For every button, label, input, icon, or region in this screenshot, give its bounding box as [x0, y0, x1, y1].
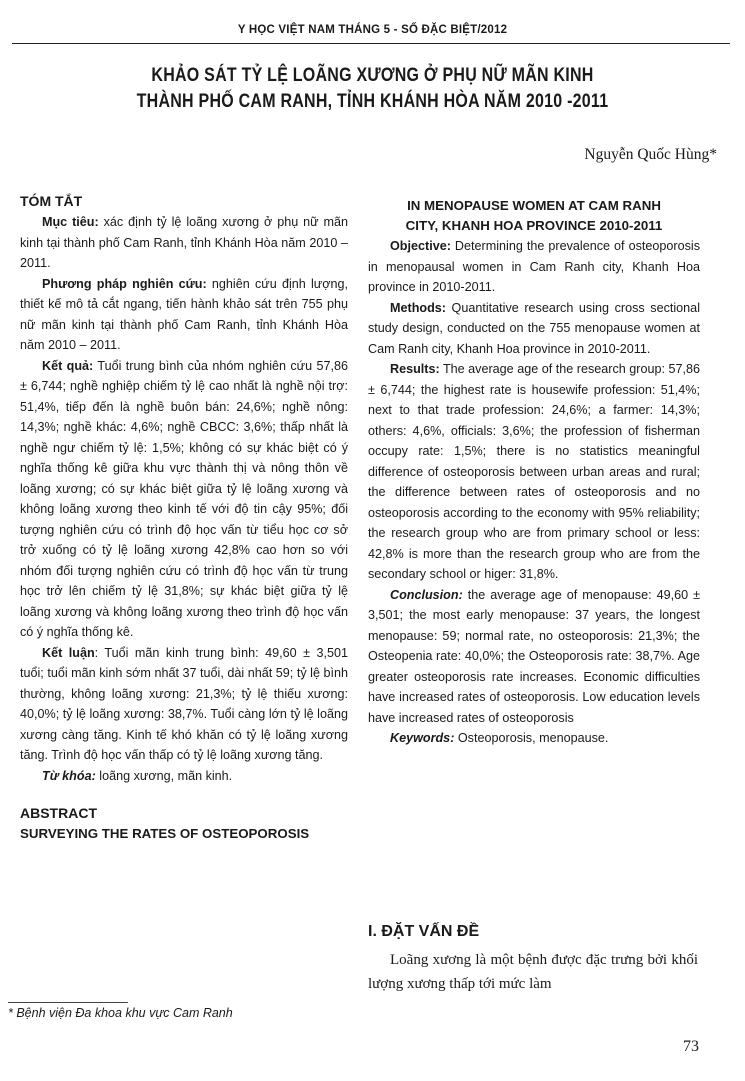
en-methods-text: Quantitative research using cross sectional study design, conducted on the 755 menopause women at Cam Ranh city, Khanh Hoa province in 2010-2011. — [368, 300, 700, 356]
en-conclusion-paragraph — [368, 585, 700, 729]
introduction-text: Loãng xương là một bệnh được đặc trưng bởi khối lượng xương thấp tới mức làm — [368, 952, 698, 992]
vi-results-text: Tuổi trung bình của nhóm nghiên cứu 57,86 ± 6,744; nghề nghiệp chiếm tỷ lệ cao nhất là nghề nội trợ: 51,4%, tiếp đến là nghề buôn bán: 24,6%; nghề nông: 14,3%; nghề khác: 4,6%; nghề CBCC: 3,6%; thấp nhất là nghề ngư chiếm tỷ lệ: 1,5%; không có sự khác biệt có ý nghĩa thống kê giữa khu vực thành thị và nông thôn về loãng xương; có sự khác biệt giữa tỷ lệ loãng xương và không loãng xương theo kinh tế với độ tin cậy 95%; đối tượng nghiên cứu có trình độ học vấn từ tiểu học cơ sở trở xuống có tỷ lệ loãng xương 42,8% cao hơn so với nhóm đối tượng nghiên cứu có trình độ học vấn từ trung học trở lên chiếm tỷ lệ 31,8%; sự khác biệt giữa tỷ lệ loãng xương và không loãng xương theo trình độ học vấn có ý nghĩa thống kê. — [20, 358, 348, 639]
en-keywords-text: Osteoporosis, menopause. — [454, 731, 609, 745]
en-keywords-paragraph — [368, 728, 700, 749]
vi-method-text: nghiên cứu định lượng, thiết kế mô tả cắt ngang, tiến hành khảo sát trên 755 phụ nữ mãn kinh tại thành phố Cam Ranh, tỉnh Khánh Hòa năm 2010 – 2011. — [20, 276, 348, 352]
right-column — [368, 196, 700, 749]
vi-conclusion-label: Kết luận — [42, 645, 95, 660]
running-header: Y HỌC VIỆT NAM THÁNG 5 - SỐ ĐẶC BIỆT/2012 — [237, 24, 508, 36]
en-objective-paragraph — [368, 236, 700, 298]
en-methods-paragraph — [368, 298, 700, 360]
section-spacer — [20, 786, 348, 802]
en-keywords-label: Keywords: — [390, 731, 455, 745]
page-number: 73 — [683, 1038, 699, 1055]
en-objective-label: Objective: — [390, 239, 451, 253]
en-abstract-title-line-1: SURVEYING THE RATES OF OSTEOPOROSIS — [20, 826, 310, 841]
article-title — [100, 62, 645, 114]
author: Nguyễn Quốc Hùng* — [584, 146, 717, 163]
footnote: * Bệnh viện Đa khoa khu vực Cam Ranh — [8, 1006, 233, 1020]
en-conclusion-text: the average age of menopause: 49,60 ± 3,501; the most early menopause: 37 years, the longest menopause: 59; normal rate, no osteoporosis: 21,3%; the Osteopenia rate: 40,0%; the Osteoporosis rate: 38,7%. Age greater osteoporosis rate increases. Economic difficulties have increased rates of osteoporosis. Low education levels have increased rates of osteoporosis — [368, 587, 700, 725]
title-line-1: KHẢO SÁT TỶ LỆ LOÃNG XƯƠNG Ở PHỤ NỮ MÃN KINH — [151, 64, 594, 86]
vi-conclusion-text: : Tuổi mãn kinh trung bình: 49,60 ± 3,501 tuổi; tuổi mãn kinh sớm nhất 37 tuổi, dài nhất 59; tỷ lệ bình thường, không loãng xương: 21,3%; tỷ lệ thiếu xương: 40,0%; tỷ lệ loãng xương: 38,7%. Tuổi càng lớn tỷ lệ loãng xương càng tăng. Kinh tế khó khăn có tỷ lệ loãng xương tăng. Trình độ học vấn thấp có tỷ lệ loãng xương tăng. — [20, 645, 348, 762]
en-results-text: The average age of the research group: 57,86 ± 6,744; the highest rate is housewife profession: 51,4%; next to that trade profession: 24,6%; a farmer: 14,3%; others: 4,6%, officials: 3,6%; the profession of fisherman occupy rate: 1,5%; there is no statistics meaningful difference of osteoporosis between urban areas and rural; the difference between rates of osteoporosis and no osteoporosis according to the economy with 95% reliability; the research group who are from primary school or less: 42,8% is more than the research group who are from the secondary school or higer: 31,8%. — [368, 362, 700, 581]
vi-objective-paragraph — [20, 212, 348, 274]
vi-objective-text: xác định tỷ lệ loãng xương ở phụ nữ mãn kinh tại thành phố Cam Ranh, tỉnh Khánh Hòa năm 2010 – 2011. — [20, 215, 348, 270]
vi-results-paragraph — [20, 356, 348, 643]
footnote-rule — [8, 1002, 128, 1003]
en-abstract-title-line-3: CITY, KHANH HOA PROVINCE 2010-2011 — [405, 218, 663, 233]
vi-abstract-heading: TÓM TẮT — [20, 193, 83, 209]
vi-method-paragraph — [20, 274, 348, 356]
header-rule — [12, 43, 730, 44]
en-results-label: Results: — [390, 362, 440, 376]
vi-keywords-text: loãng xương, mãn kinh. — [95, 768, 233, 783]
title-line-2: THÀNH PHỐ CAM RANH, TỈNH KHÁNH HÒA NĂM 2010 -2011 — [136, 90, 609, 112]
vi-keywords-paragraph — [20, 766, 348, 787]
left-column — [20, 190, 348, 845]
en-methods-label: Methods: — [390, 300, 446, 315]
vi-method-label: Phương pháp nghiên cứu: — [42, 276, 207, 291]
en-objective-text: Determining the prevalence of osteoporosis in menopausal women in Cam Ranh city, Khanh Hoa province in 2010-2011. — [368, 239, 700, 294]
introduction-body — [368, 948, 698, 996]
vi-objective-label: Mục tiêu: — [42, 215, 99, 229]
en-conclusion-label: Conclusion: — [390, 587, 463, 602]
en-results-paragraph — [368, 359, 700, 585]
vi-conclusion-paragraph — [20, 643, 348, 766]
introduction-heading: I. ĐẶT VẤN ĐỀ — [368, 923, 480, 940]
en-abstract-heading: ABSTRACT — [20, 805, 97, 821]
en-abstract-title-line-2: IN MENOPAUSE WOMEN AT CAM RANH — [407, 198, 661, 213]
vi-keywords-label: Từ khóa: — [42, 768, 96, 783]
vi-results-label: Kết quả: — [42, 358, 94, 373]
